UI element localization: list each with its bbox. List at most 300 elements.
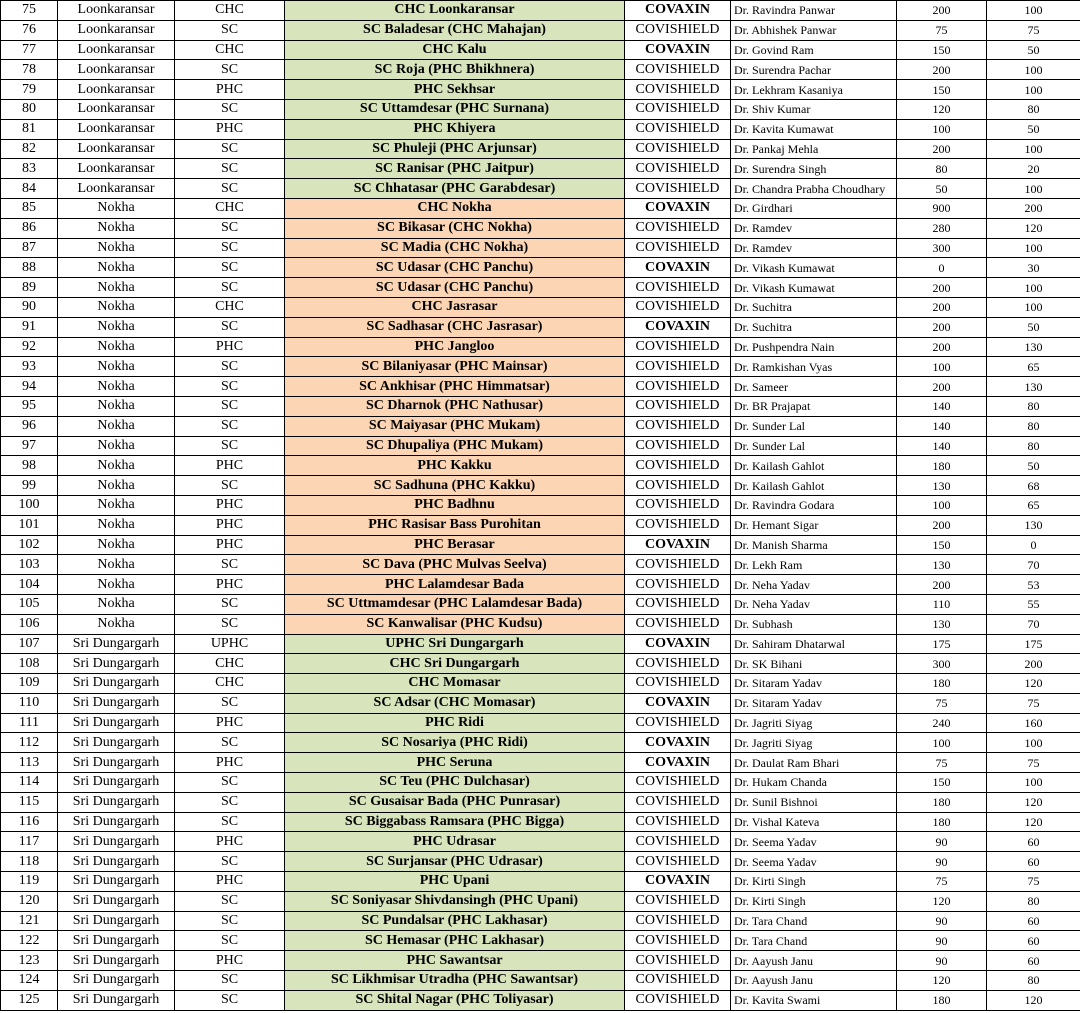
- table-row: [1, 80, 1080, 100]
- vaccine-cell: COVAXIN: [625, 535, 731, 555]
- serial-number-cell: 106: [1, 614, 58, 634]
- vaccine-cell: COVISHIELD: [625, 218, 731, 238]
- vaccine-cell: COVISHIELD: [625, 297, 731, 317]
- center-name-cell: PHC Sawantsar: [285, 951, 625, 971]
- dose1-cell: 240: [897, 713, 987, 733]
- block-cell: Sri Dungargarh: [58, 753, 175, 773]
- block-cell: Sri Dungargarh: [58, 733, 175, 753]
- block-cell: Nokha: [58, 198, 175, 218]
- doctor-cell: Dr. Pushpendra Nain: [731, 337, 897, 357]
- dose1-cell: 300: [897, 654, 987, 674]
- vaccine-cell: COVAXIN: [625, 753, 731, 773]
- vaccine-cell: COVISHIELD: [625, 654, 731, 674]
- serial-number-cell: 105: [1, 594, 58, 614]
- vaccine-cell: COVISHIELD: [625, 713, 731, 733]
- center-name-cell: SC Bikasar (CHC Nokha): [285, 218, 625, 238]
- table-row: [1, 278, 1080, 298]
- facility-type-cell: SC: [175, 179, 285, 199]
- vaccine-cell: COVISHIELD: [625, 416, 731, 436]
- block-cell: Sri Dungargarh: [58, 812, 175, 832]
- block-cell: Nokha: [58, 297, 175, 317]
- center-name-cell: SC Ranisar (PHC Jaitpur): [285, 159, 625, 179]
- table-row: [1, 654, 1080, 674]
- center-name-cell: UPHC Sri Dungargarh: [285, 634, 625, 654]
- block-cell: Sri Dungargarh: [58, 971, 175, 991]
- dose2-cell: 50: [987, 119, 1080, 139]
- dose1-cell: 150: [897, 80, 987, 100]
- center-name-cell: SC Phuleji (PHC Arjunsar): [285, 139, 625, 159]
- vaccine-cell: COVISHIELD: [625, 139, 731, 159]
- dose2-cell: 120: [987, 674, 1080, 694]
- facility-type-cell: SC: [175, 99, 285, 119]
- facility-type-cell: SC: [175, 555, 285, 575]
- dose1-cell: 90: [897, 832, 987, 852]
- doctor-cell: Dr. Sitaram Yadav: [731, 693, 897, 713]
- block-cell: Sri Dungargarh: [58, 832, 175, 852]
- doctor-cell: Dr. Pankaj Mehla: [731, 139, 897, 159]
- dose2-cell: 65: [987, 357, 1080, 377]
- facility-type-cell: PHC: [175, 119, 285, 139]
- vaccine-cell: COVAXIN: [625, 872, 731, 892]
- facility-type-cell: PHC: [175, 753, 285, 773]
- serial-number-cell: 79: [1, 80, 58, 100]
- serial-number-cell: 90: [1, 297, 58, 317]
- table-row: [1, 456, 1080, 476]
- dose1-cell: 200: [897, 60, 987, 80]
- table-row: [1, 753, 1080, 773]
- doctor-cell: Dr. Manish Sharma: [731, 535, 897, 555]
- center-name-cell: PHC Ridi: [285, 713, 625, 733]
- serial-number-cell: 124: [1, 971, 58, 991]
- dose1-cell: 180: [897, 990, 987, 1010]
- table-row: [1, 159, 1080, 179]
- facility-type-cell: PHC: [175, 515, 285, 535]
- doctor-cell: Dr. Abhishek Panwar: [731, 20, 897, 40]
- doctor-cell: Dr. Tara Chand: [731, 931, 897, 951]
- table-row: [1, 436, 1080, 456]
- serial-number-cell: 111: [1, 713, 58, 733]
- serial-number-cell: 86: [1, 218, 58, 238]
- serial-number-cell: 84: [1, 179, 58, 199]
- doctor-cell: Dr. Kavita Kumawat: [731, 119, 897, 139]
- facility-type-cell: SC: [175, 891, 285, 911]
- center-name-cell: PHC Seruna: [285, 753, 625, 773]
- table-row: [1, 396, 1080, 416]
- serial-number-cell: 123: [1, 951, 58, 971]
- doctor-cell: Dr. Aayush Janu: [731, 971, 897, 991]
- center-name-cell: SC Biggabass Ramsara (PHC Bigga): [285, 812, 625, 832]
- table-row: [1, 674, 1080, 694]
- serial-number-cell: 113: [1, 753, 58, 773]
- block-cell: Loonkaransar: [58, 80, 175, 100]
- center-name-cell: PHC Kakku: [285, 456, 625, 476]
- doctor-cell: Dr. Kirti Singh: [731, 891, 897, 911]
- dose1-cell: 200: [897, 1, 987, 21]
- dose1-cell: 140: [897, 396, 987, 416]
- dose2-cell: 80: [987, 416, 1080, 436]
- block-cell: Nokha: [58, 495, 175, 515]
- doctor-cell: Dr. Sunder Lal: [731, 416, 897, 436]
- dose1-cell: 90: [897, 911, 987, 931]
- facility-type-cell: SC: [175, 238, 285, 258]
- table-body: [1, 1, 1080, 1011]
- block-cell: Loonkaransar: [58, 119, 175, 139]
- serial-number-cell: 82: [1, 139, 58, 159]
- facility-type-cell: CHC: [175, 1, 285, 21]
- serial-number-cell: 104: [1, 575, 58, 595]
- facility-type-cell: PHC: [175, 535, 285, 555]
- doctor-cell: Dr. Jagriti Siyag: [731, 713, 897, 733]
- dose1-cell: 900: [897, 198, 987, 218]
- dose2-cell: 50: [987, 40, 1080, 60]
- facility-type-cell: SC: [175, 357, 285, 377]
- block-cell: Sri Dungargarh: [58, 654, 175, 674]
- block-cell: Sri Dungargarh: [58, 773, 175, 793]
- block-cell: Sri Dungargarh: [58, 674, 175, 694]
- doctor-cell: Dr. Ravindra Godara: [731, 495, 897, 515]
- center-name-cell: PHC Badhnu: [285, 495, 625, 515]
- facility-type-cell: PHC: [175, 713, 285, 733]
- doctor-cell: Dr. Vikash Kumawat: [731, 258, 897, 278]
- doctor-cell: Dr. Ramdev: [731, 238, 897, 258]
- block-cell: Loonkaransar: [58, 159, 175, 179]
- doctor-cell: Dr. Ravindra Panwar: [731, 1, 897, 21]
- serial-number-cell: 91: [1, 317, 58, 337]
- center-name-cell: SC Nosariya (PHC Ridi): [285, 733, 625, 753]
- vaccine-cell: COVAXIN: [625, 693, 731, 713]
- table-row: [1, 1, 1080, 21]
- vaccine-cell: COVAXIN: [625, 40, 731, 60]
- vaccine-cell: COVISHIELD: [625, 377, 731, 397]
- vaccine-cell: COVISHIELD: [625, 773, 731, 793]
- doctor-cell: Dr. Surendra Pachar: [731, 60, 897, 80]
- serial-number-cell: 78: [1, 60, 58, 80]
- doctor-cell: Dr. Chandra Prabha Choudhary: [731, 179, 897, 199]
- block-cell: Nokha: [58, 476, 175, 496]
- facility-type-cell: SC: [175, 852, 285, 872]
- dose1-cell: 120: [897, 99, 987, 119]
- doctor-cell: Dr. Suchitra: [731, 317, 897, 337]
- table-row: [1, 20, 1080, 40]
- dose2-cell: 130: [987, 377, 1080, 397]
- center-name-cell: PHC Jangloo: [285, 337, 625, 357]
- dose1-cell: 200: [897, 337, 987, 357]
- vaccine-cell: COVISHIELD: [625, 456, 731, 476]
- dose2-cell: 50: [987, 317, 1080, 337]
- center-name-cell: SC Ankhisar (PHC Himmatsar): [285, 377, 625, 397]
- table-row: [1, 911, 1080, 931]
- dose1-cell: 120: [897, 971, 987, 991]
- serial-number-cell: 76: [1, 20, 58, 40]
- dose1-cell: 90: [897, 852, 987, 872]
- block-cell: Sri Dungargarh: [58, 852, 175, 872]
- dose2-cell: 75: [987, 872, 1080, 892]
- vaccine-cell: COVAXIN: [625, 198, 731, 218]
- facility-type-cell: SC: [175, 60, 285, 80]
- dose2-cell: 130: [987, 337, 1080, 357]
- vaccine-cell: COVAXIN: [625, 733, 731, 753]
- table-row: [1, 317, 1080, 337]
- serial-number-cell: 102: [1, 535, 58, 555]
- vaccine-cell: COVISHIELD: [625, 832, 731, 852]
- block-cell: Sri Dungargarh: [58, 693, 175, 713]
- block-cell: Nokha: [58, 357, 175, 377]
- vaccine-cell: COVISHIELD: [625, 812, 731, 832]
- doctor-cell: Dr. Lekh Ram: [731, 555, 897, 575]
- table-row: [1, 575, 1080, 595]
- doctor-cell: Dr. Subhash: [731, 614, 897, 634]
- doctor-cell: Dr. Shiv Kumar: [731, 99, 897, 119]
- dose1-cell: 100: [897, 495, 987, 515]
- table-row: [1, 555, 1080, 575]
- serial-number-cell: 92: [1, 337, 58, 357]
- doctor-cell: Dr. Sitaram Yadav: [731, 674, 897, 694]
- dose1-cell: 90: [897, 931, 987, 951]
- dose2-cell: 60: [987, 951, 1080, 971]
- table-row: [1, 99, 1080, 119]
- doctor-cell: Dr. Jagriti Siyag: [731, 733, 897, 753]
- dose2-cell: 160: [987, 713, 1080, 733]
- facility-type-cell: SC: [175, 614, 285, 634]
- block-cell: Nokha: [58, 614, 175, 634]
- dose1-cell: 120: [897, 891, 987, 911]
- serial-number-cell: 87: [1, 238, 58, 258]
- doctor-cell: Dr. SK Bihani: [731, 654, 897, 674]
- dose2-cell: 75: [987, 20, 1080, 40]
- center-name-cell: SC Adsar (CHC Momasar): [285, 693, 625, 713]
- vaccine-cell: COVISHIELD: [625, 555, 731, 575]
- serial-number-cell: 97: [1, 436, 58, 456]
- center-name-cell: PHC Sekhsar: [285, 80, 625, 100]
- doctor-cell: Dr. Neha Yadav: [731, 575, 897, 595]
- table-row: [1, 238, 1080, 258]
- table-row: [1, 872, 1080, 892]
- serial-number-cell: 108: [1, 654, 58, 674]
- block-cell: Nokha: [58, 575, 175, 595]
- center-name-cell: CHC Loonkaransar: [285, 1, 625, 21]
- doctor-cell: Dr. Surendra Singh: [731, 159, 897, 179]
- facility-type-cell: CHC: [175, 198, 285, 218]
- vaccine-cell: COVISHIELD: [625, 396, 731, 416]
- table-row: [1, 951, 1080, 971]
- serial-number-cell: 110: [1, 693, 58, 713]
- table-row: [1, 357, 1080, 377]
- block-cell: Sri Dungargarh: [58, 951, 175, 971]
- doctor-cell: Dr. Neha Yadav: [731, 594, 897, 614]
- vaccine-cell: COVISHIELD: [625, 337, 731, 357]
- vaccine-cell: COVISHIELD: [625, 594, 731, 614]
- center-name-cell: SC Udasar (CHC Panchu): [285, 258, 625, 278]
- vaccine-cell: COVISHIELD: [625, 159, 731, 179]
- facility-type-cell: SC: [175, 416, 285, 436]
- vaccine-cell: COVAXIN: [625, 317, 731, 337]
- doctor-cell: Dr. Daulat Ram Bhari: [731, 753, 897, 773]
- center-name-cell: SC Shital Nagar (PHC Toliyasar): [285, 990, 625, 1010]
- block-cell: Nokha: [58, 416, 175, 436]
- block-cell: Sri Dungargarh: [58, 911, 175, 931]
- doctor-cell: Dr. Kavita Swami: [731, 990, 897, 1010]
- vaccine-cell: COVISHIELD: [625, 575, 731, 595]
- dose2-cell: 68: [987, 476, 1080, 496]
- facility-type-cell: SC: [175, 159, 285, 179]
- dose1-cell: 180: [897, 792, 987, 812]
- center-name-cell: SC Hemasar (PHC Lakhasar): [285, 931, 625, 951]
- facility-type-cell: SC: [175, 594, 285, 614]
- doctor-cell: Dr. Sahiram Dhatarwal: [731, 634, 897, 654]
- facility-type-cell: SC: [175, 377, 285, 397]
- dose2-cell: 120: [987, 218, 1080, 238]
- dose2-cell: 55: [987, 594, 1080, 614]
- block-cell: Sri Dungargarh: [58, 990, 175, 1010]
- facility-type-cell: SC: [175, 317, 285, 337]
- center-name-cell: SC Dharnok (PHC Nathusar): [285, 396, 625, 416]
- dose2-cell: 100: [987, 1, 1080, 21]
- vaccine-cell: COVISHIELD: [625, 792, 731, 812]
- center-name-cell: SC Soniyasar Shivdansingh (PHC Upani): [285, 891, 625, 911]
- table-row: [1, 634, 1080, 654]
- table-row: [1, 614, 1080, 634]
- doctor-cell: Dr. Hemant Sigar: [731, 515, 897, 535]
- dose2-cell: 60: [987, 931, 1080, 951]
- facility-type-cell: SC: [175, 812, 285, 832]
- dose2-cell: 80: [987, 99, 1080, 119]
- dose1-cell: 280: [897, 218, 987, 238]
- table-row: [1, 139, 1080, 159]
- dose2-cell: 30: [987, 258, 1080, 278]
- dose1-cell: 150: [897, 773, 987, 793]
- dose1-cell: 0: [897, 258, 987, 278]
- vaccine-cell: COVAXIN: [625, 634, 731, 654]
- block-cell: Nokha: [58, 238, 175, 258]
- dose1-cell: 180: [897, 674, 987, 694]
- facility-type-cell: PHC: [175, 575, 285, 595]
- doctor-cell: Dr. Sameer: [731, 377, 897, 397]
- center-name-cell: SC Likhmisar Utradha (PHC Sawantsar): [285, 971, 625, 991]
- center-name-cell: SC Madia (CHC Nokha): [285, 238, 625, 258]
- block-cell: Nokha: [58, 258, 175, 278]
- dose1-cell: 200: [897, 377, 987, 397]
- serial-number-cell: 75: [1, 1, 58, 21]
- doctor-cell: Dr. Tara Chand: [731, 911, 897, 931]
- center-name-cell: SC Surjansar (PHC Udrasar): [285, 852, 625, 872]
- center-name-cell: PHC Udrasar: [285, 832, 625, 852]
- facility-type-cell: SC: [175, 139, 285, 159]
- center-name-cell: PHC Khiyera: [285, 119, 625, 139]
- facility-type-cell: CHC: [175, 674, 285, 694]
- doctor-cell: Dr. Kailash Gahlot: [731, 456, 897, 476]
- center-name-cell: PHC Rasisar Bass Purohitan: [285, 515, 625, 535]
- serial-number-cell: 89: [1, 278, 58, 298]
- vaccine-cell: COVISHIELD: [625, 238, 731, 258]
- dose1-cell: 175: [897, 634, 987, 654]
- serial-number-cell: 99: [1, 476, 58, 496]
- dose2-cell: 200: [987, 198, 1080, 218]
- block-cell: Nokha: [58, 218, 175, 238]
- center-name-cell: PHC Berasar: [285, 535, 625, 555]
- doctor-cell: Dr. Aayush Janu: [731, 951, 897, 971]
- facility-type-cell: SC: [175, 476, 285, 496]
- dose2-cell: 75: [987, 693, 1080, 713]
- block-cell: Loonkaransar: [58, 60, 175, 80]
- facility-type-cell: PHC: [175, 951, 285, 971]
- block-cell: Loonkaransar: [58, 139, 175, 159]
- table-row: [1, 535, 1080, 555]
- facility-type-cell: PHC: [175, 80, 285, 100]
- doctor-cell: Dr. Suchitra: [731, 297, 897, 317]
- dose2-cell: 80: [987, 436, 1080, 456]
- doctor-cell: Dr. Lekhram Kasaniya: [731, 80, 897, 100]
- table-row: [1, 476, 1080, 496]
- facility-type-cell: SC: [175, 990, 285, 1010]
- block-cell: Sri Dungargarh: [58, 634, 175, 654]
- center-name-cell: CHC Nokha: [285, 198, 625, 218]
- serial-number-cell: 114: [1, 773, 58, 793]
- dose2-cell: 65: [987, 495, 1080, 515]
- block-cell: Nokha: [58, 278, 175, 298]
- center-name-cell: SC Roja (PHC Bhikhnera): [285, 60, 625, 80]
- facility-type-cell: SC: [175, 733, 285, 753]
- dose2-cell: 200: [987, 654, 1080, 674]
- table-row: [1, 713, 1080, 733]
- doctor-cell: Dr. Seema Yadav: [731, 832, 897, 852]
- facility-type-cell: SC: [175, 436, 285, 456]
- dose2-cell: 0: [987, 535, 1080, 555]
- center-name-cell: SC Kanwalisar (PHC Kudsu): [285, 614, 625, 634]
- table-row: [1, 812, 1080, 832]
- center-name-cell: PHC Lalamdesar Bada: [285, 575, 625, 595]
- serial-number-cell: 85: [1, 198, 58, 218]
- dose2-cell: 60: [987, 832, 1080, 852]
- facility-type-cell: SC: [175, 773, 285, 793]
- vaccine-cell: COVISHIELD: [625, 614, 731, 634]
- facility-type-cell: SC: [175, 792, 285, 812]
- block-cell: Nokha: [58, 317, 175, 337]
- vaccine-cell: COVISHIELD: [625, 990, 731, 1010]
- dose2-cell: 80: [987, 891, 1080, 911]
- serial-number-cell: 81: [1, 119, 58, 139]
- block-cell: Nokha: [58, 555, 175, 575]
- table-row: [1, 377, 1080, 397]
- doctor-cell: Dr. Girdhari: [731, 198, 897, 218]
- table-row: [1, 693, 1080, 713]
- table-row: [1, 515, 1080, 535]
- vaccine-cell: COVISHIELD: [625, 80, 731, 100]
- dose2-cell: 100: [987, 60, 1080, 80]
- center-name-cell: SC Chhatasar (PHC Garabdesar): [285, 179, 625, 199]
- dose1-cell: 130: [897, 555, 987, 575]
- dose1-cell: 180: [897, 456, 987, 476]
- block-cell: Sri Dungargarh: [58, 713, 175, 733]
- dose1-cell: 75: [897, 753, 987, 773]
- dose1-cell: 140: [897, 416, 987, 436]
- center-name-cell: SC Sadhasar (CHC Jasrasar): [285, 317, 625, 337]
- dose1-cell: 50: [897, 179, 987, 199]
- block-cell: Sri Dungargarh: [58, 872, 175, 892]
- vaccine-cell: COVISHIELD: [625, 357, 731, 377]
- dose2-cell: 100: [987, 773, 1080, 793]
- dose1-cell: 100: [897, 357, 987, 377]
- doctor-cell: Dr. Vishal Kateva: [731, 812, 897, 832]
- dose1-cell: 110: [897, 594, 987, 614]
- facility-type-cell: SC: [175, 396, 285, 416]
- block-cell: Nokha: [58, 535, 175, 555]
- block-cell: Sri Dungargarh: [58, 792, 175, 812]
- doctor-cell: Dr. Vikash Kumawat: [731, 278, 897, 298]
- dose2-cell: 175: [987, 634, 1080, 654]
- serial-number-cell: 117: [1, 832, 58, 852]
- dose2-cell: 70: [987, 555, 1080, 575]
- facility-type-cell: UPHC: [175, 634, 285, 654]
